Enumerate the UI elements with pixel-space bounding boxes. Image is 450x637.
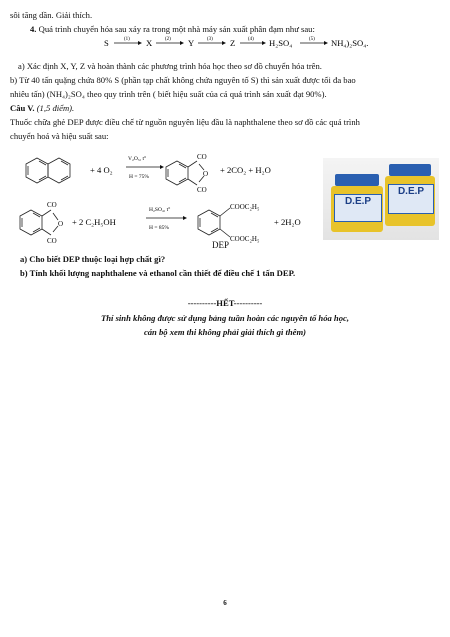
- cau5-title: Câu V.: [10, 103, 35, 113]
- footer-line2: cán bộ xem thi không phải giải thích gì thêm): [143, 327, 307, 337]
- q4-line: [30, 24, 315, 35]
- r2-co-bottom: CO: [47, 237, 57, 245]
- cau5-part-b: b) Tính khối lượng naphthalene và ethanol cần thiết để điều chế 1 tấn DEP.: [20, 268, 296, 278]
- footer-line1: Thí sinh không được sử dụng bảng tuần hoàn các nguyên tố hóa học,: [101, 313, 349, 323]
- chain-S: S: [104, 38, 109, 48]
- chain-NH4-2SO4: NH₄)₂SO₄.: [331, 38, 369, 48]
- cau5-points: (1,5 điểm).: [36, 103, 75, 113]
- dep-jars-photo: [323, 158, 439, 240]
- q4-number: 4.: [30, 24, 37, 34]
- cau5-intro-line2: chuyển hoá và hiệu suất sau:: [10, 131, 109, 141]
- dep-structure: [198, 208, 230, 237]
- chain-X: X: [146, 38, 153, 48]
- jar1-label: D.E.P: [334, 194, 382, 222]
- r1-o: O: [203, 170, 209, 178]
- dep-group-top: COOC₂H₅: [230, 203, 260, 211]
- cau5-intro-line1: Thuốc chữa ghẻ DEP được điều chế từ nguồn nguyên liệu đầu là naphthalene theo sơ đồ các quá trình: [10, 117, 360, 127]
- step-2: (2): [165, 37, 171, 42]
- jar1-body: [331, 186, 383, 232]
- reaction1-catalyst: V₂O₅, t°: [128, 156, 147, 162]
- jar2-label: D.E.P: [388, 184, 434, 214]
- chain-Y: Y: [188, 38, 195, 48]
- reaction2-byproduct: + 2H₂O: [274, 217, 301, 227]
- q4-part-a: a) Xác định X, Y, Z và hoàn thành các phương trình hóa học theo sơ đồ chuyển hóa trên.: [18, 61, 322, 71]
- step-1: (1): [124, 37, 130, 42]
- reaction-2-diagram: [0, 196, 310, 254]
- r1-co-bottom: CO: [197, 186, 207, 192]
- phthalic-anhydride-structure: [166, 161, 204, 185]
- dep-group-bottom: COOC₂H₅: [230, 235, 260, 243]
- q4-part-b-line2: nhiêu tấn) (NH₄)₂SO₄ theo quy trình trên ( biết hiệu suất của cả quá trình sản xuất đạt 90%).: [10, 89, 327, 99]
- chain-H2SO4: H₂SO₄: [269, 38, 293, 48]
- step-3: (3): [207, 37, 213, 42]
- reaction2-yield: H = 85%: [149, 225, 169, 231]
- page-number: 6: [223, 599, 227, 607]
- reactant-anhydride-structure: [20, 210, 58, 235]
- naphthalene-structure: [26, 158, 70, 183]
- reaction-1-diagram: [0, 148, 310, 192]
- q4-part-b-line1: b) Từ 40 tấn quặng chứa 80% S (phần tạp chất không chứa nguyên tố S) thì sản xuất được tối đa bao: [10, 75, 356, 85]
- step-4: (4): [248, 37, 254, 42]
- cau5-part-a: a) Cho biết DEP thuộc loại hợp chất gì?: [20, 254, 166, 264]
- reaction1-yield: H = 75%: [129, 174, 149, 180]
- step-5: (5): [309, 37, 315, 42]
- r1-co-top: CO: [197, 153, 207, 161]
- reaction1-reagent: + 4 O₂: [90, 165, 113, 175]
- dep-label: DEP: [212, 240, 230, 250]
- jar1-cap: [335, 174, 379, 186]
- q4-chain-diagram: [0, 35, 450, 51]
- chain-Z: Z: [230, 38, 236, 48]
- reaction2-reagent: + 2 C₂H₅OH: [72, 217, 116, 227]
- jar2-body: [385, 176, 435, 226]
- r2-o: O: [58, 220, 64, 228]
- jar2-cap: [389, 164, 431, 176]
- cau5-heading: [10, 103, 74, 114]
- top-text: sôi tăng dần. Giải thích.: [10, 10, 93, 20]
- q4-text: Quá trình chuyển hóa sau xảy ra trong một nhà máy sản xuất phân đạm như sau:: [38, 24, 315, 34]
- reaction2-catalyst: H₂SO₄, t°: [149, 207, 171, 213]
- r2-co-top: CO: [47, 201, 57, 209]
- end-marker: ----------HẾT----------: [187, 298, 263, 308]
- reaction1-products: + 2CO₂ + H₂O: [220, 165, 271, 175]
